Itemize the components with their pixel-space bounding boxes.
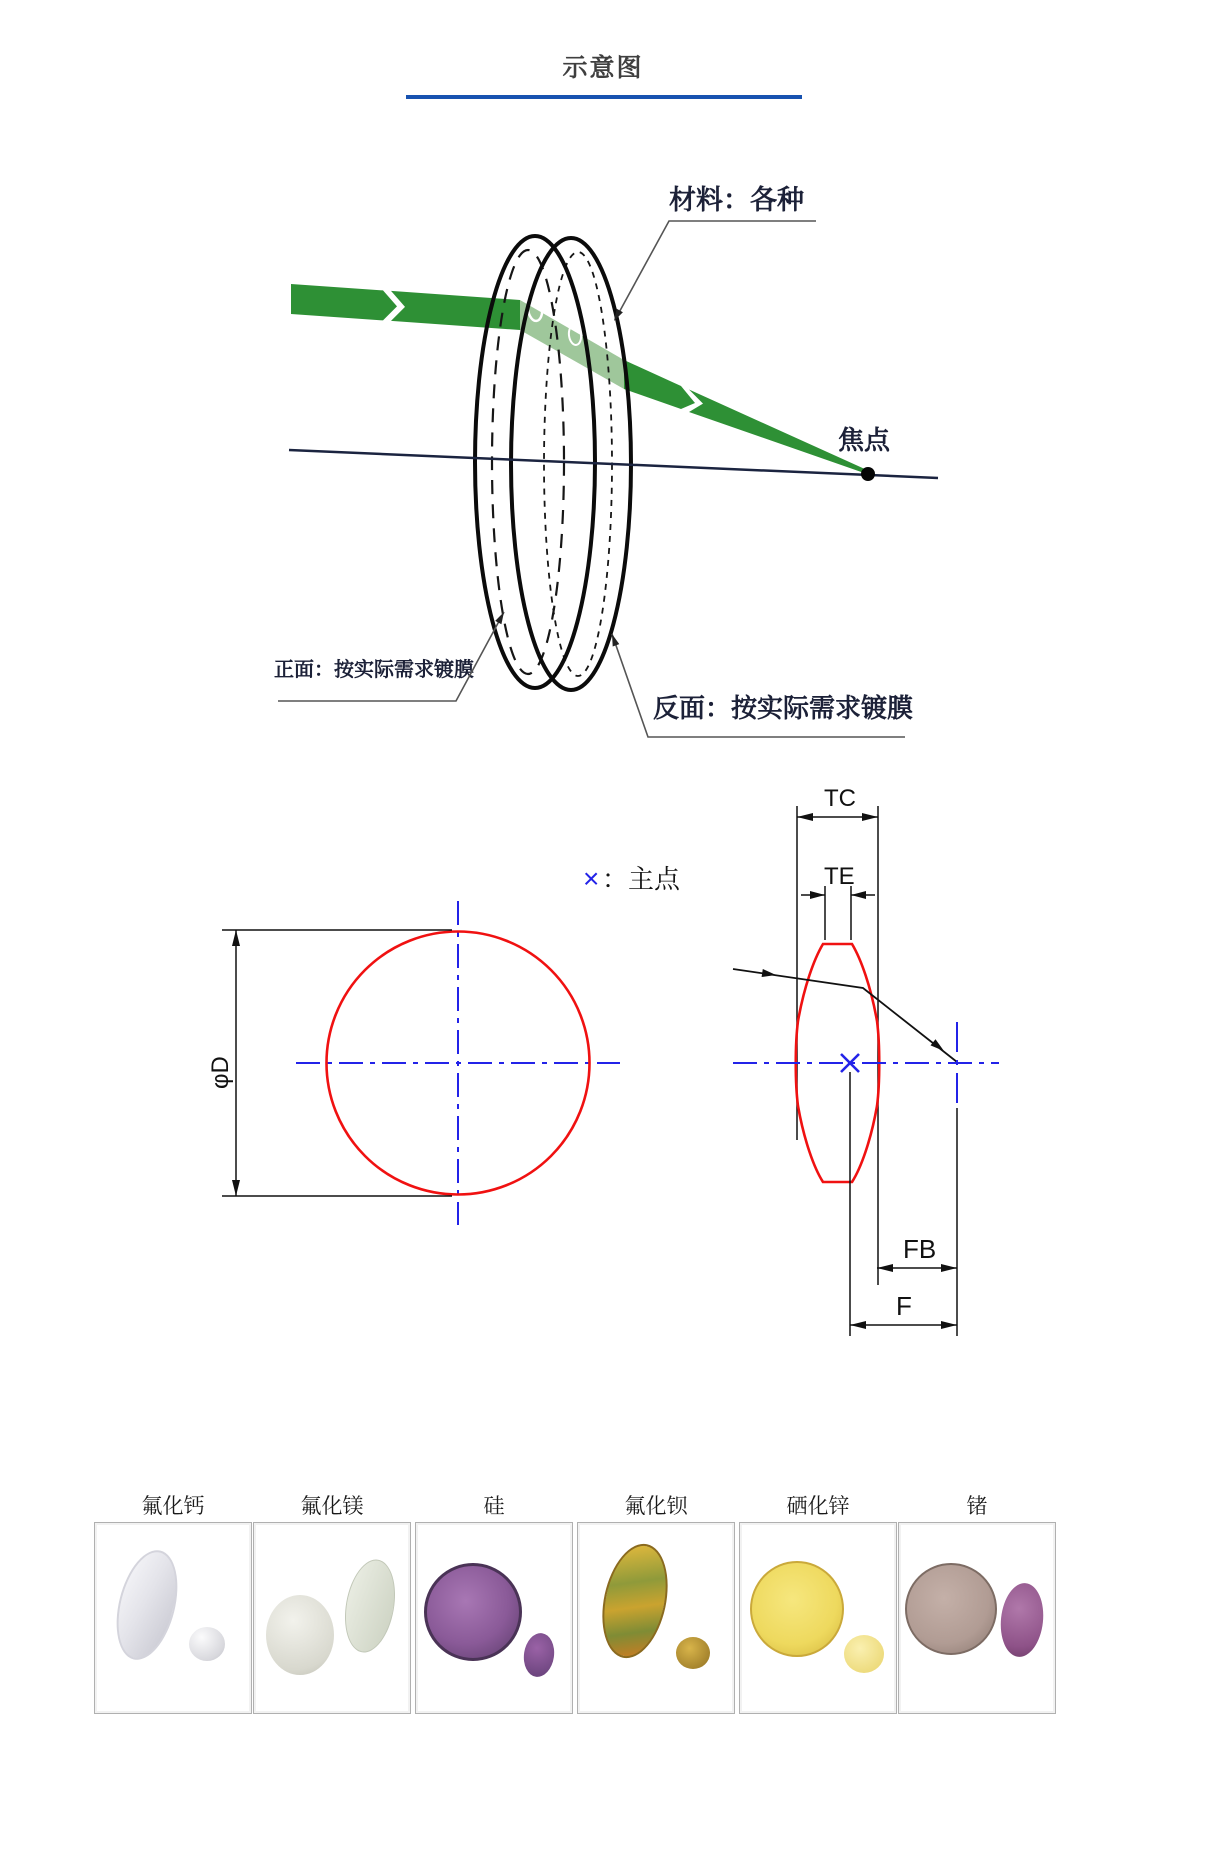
principal-point-marker <box>841 1054 859 1072</box>
material-photo-caf2 <box>94 1522 252 1714</box>
lens-photo-small <box>521 1631 557 1679</box>
fb-dimension <box>877 1234 957 1272</box>
lens-photo-small <box>338 1556 402 1657</box>
lens-photo-large <box>593 1538 678 1664</box>
fb-dim-label: FB <box>903 1234 937 1264</box>
front-coating-callout <box>274 612 504 701</box>
lens-2d-drawing <box>0 780 1206 1350</box>
principal-point-legend <box>583 863 681 894</box>
te-dimension <box>801 863 875 940</box>
lens-photo-small <box>844 1635 884 1673</box>
back-coating-label: 反面：按实际需求镀膜 <box>653 693 914 723</box>
material-label: 锗 <box>966 1495 988 1518</box>
material-photo-ge <box>898 1522 1056 1714</box>
material-photo-si <box>415 1522 573 1714</box>
side-view <box>733 785 999 1336</box>
ray-trace <box>733 969 957 1062</box>
leader-arrowhead <box>495 612 504 624</box>
material-callout <box>614 184 816 321</box>
material-label: 氟化镁 <box>300 1495 364 1518</box>
page-title: 示意图 <box>562 54 644 82</box>
back-coating-callout <box>612 634 913 737</box>
lens-photo-large <box>424 1563 522 1661</box>
ray-arrowhead-end <box>931 1039 945 1051</box>
material-photo-znse <box>739 1522 897 1714</box>
material-label: 氟化钙 <box>141 1495 205 1518</box>
legend-label: ：主点 <box>602 864 681 894</box>
front-coating-label: 正面：按实际需求镀膜 <box>274 659 474 681</box>
material-label: 硅 <box>483 1495 505 1518</box>
material-photo-mgf2 <box>253 1522 411 1714</box>
lens-photo-large <box>106 1544 187 1666</box>
focus-label: 焦点 <box>838 425 891 455</box>
lens-photo-small <box>997 1581 1047 1659</box>
focal-point-dot <box>861 467 875 481</box>
leader-arrowhead <box>612 634 619 647</box>
material-label: 硒化锌 <box>786 1495 850 1518</box>
lens-photo-small <box>189 1627 225 1661</box>
material-label: 氟化钡 <box>624 1495 688 1518</box>
title-underline <box>406 95 802 99</box>
lens-photo-small <box>676 1637 710 1669</box>
tc-dimension <box>797 785 878 1285</box>
front-view <box>207 901 620 1225</box>
lens-photo-large <box>266 1595 334 1675</box>
te-dim-label: TE <box>824 863 855 890</box>
f-dimension <box>850 1291 957 1329</box>
lens-3d-schematic <box>0 150 1206 760</box>
lens-photo-large <box>750 1561 844 1657</box>
material-label: 材料：各种 <box>669 185 804 215</box>
legend-x-marker: × <box>583 863 600 894</box>
diameter-dim-label: φD <box>207 1056 234 1089</box>
tc-dim-label: TC <box>824 785 856 812</box>
lens-photo-large <box>905 1563 997 1655</box>
f-dim-label: F <box>896 1291 912 1321</box>
material-photo-baf2 <box>577 1522 735 1714</box>
